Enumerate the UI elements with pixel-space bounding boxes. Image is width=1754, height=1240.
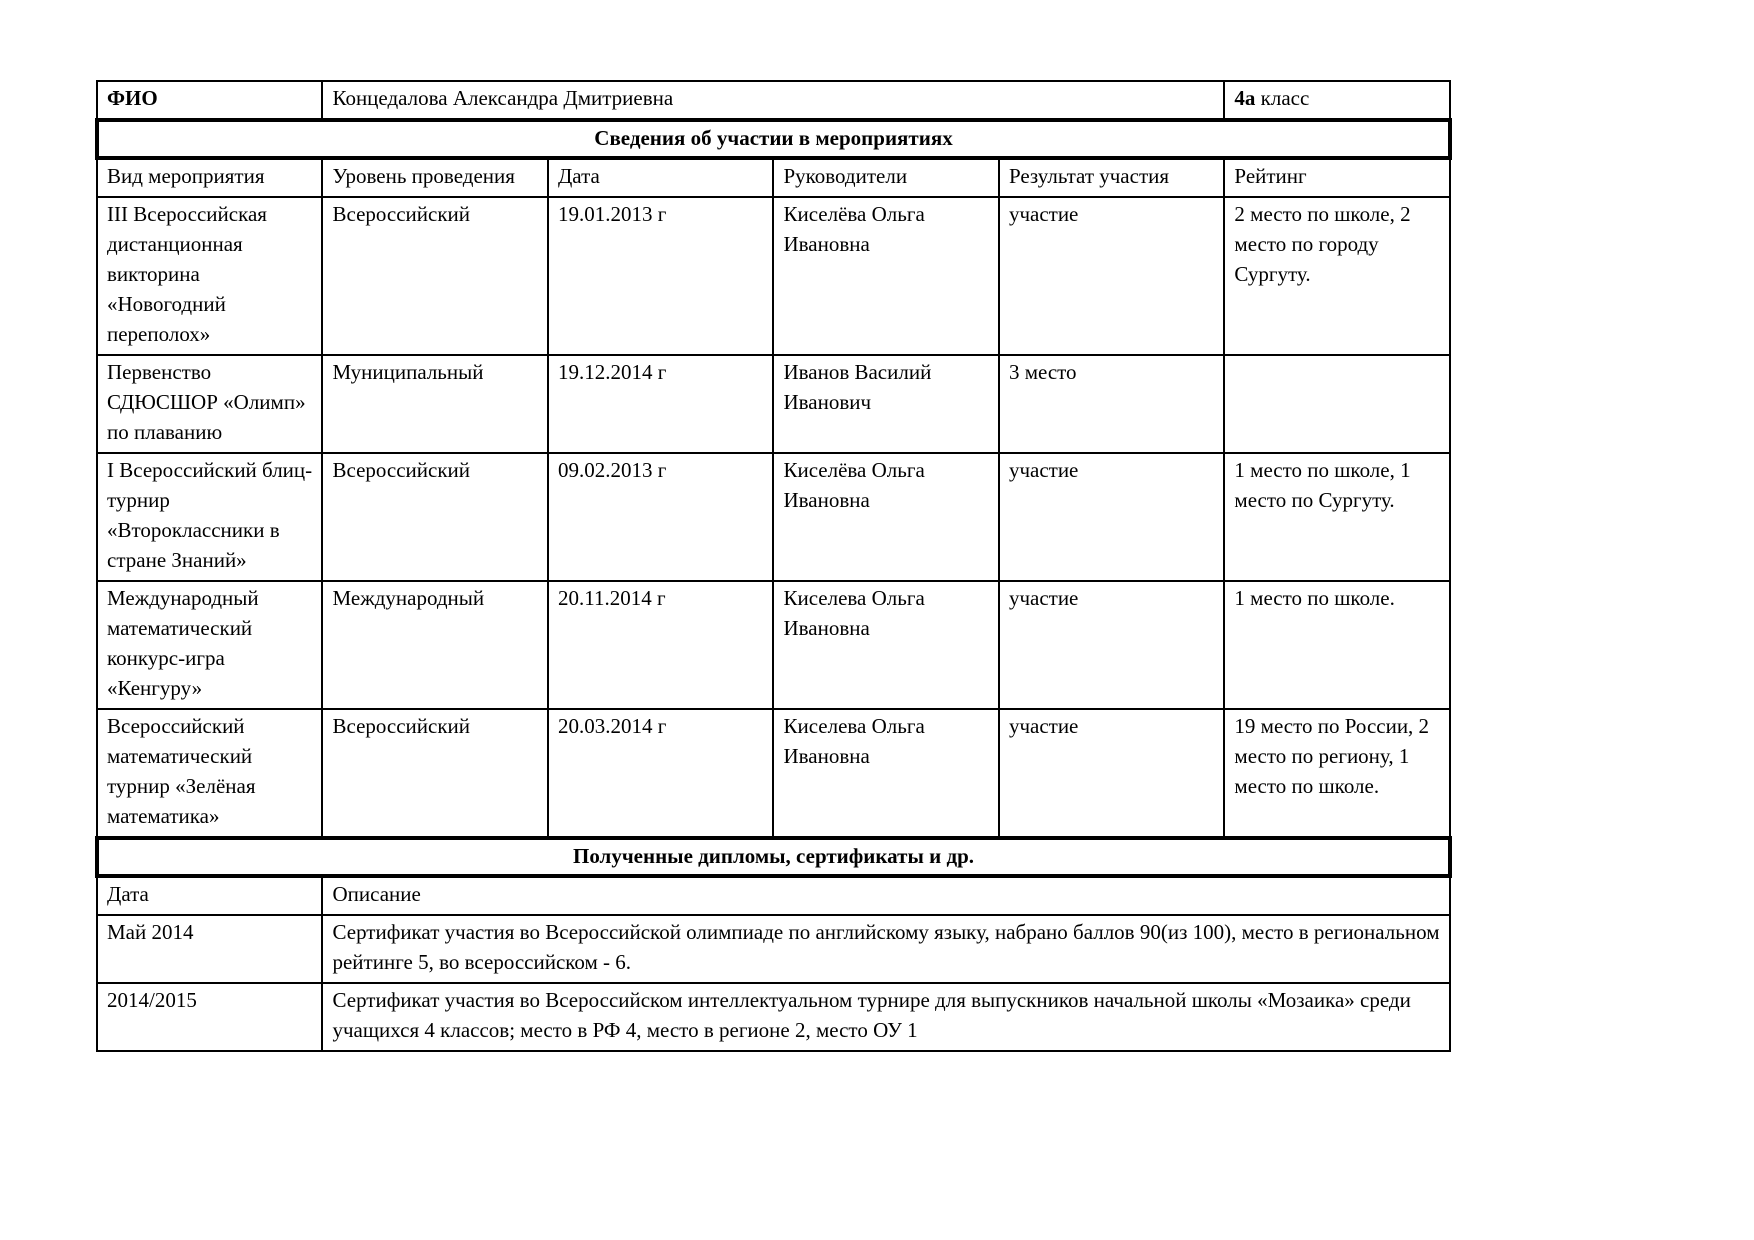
cell-level: Всероссийский [322,453,547,581]
cell-result: участие [999,709,1224,838]
class-label: класс [1260,86,1310,110]
column-header-date: Дата [548,158,773,197]
cell-diploma-date: Май 2014 [97,915,322,983]
cell-level: Муниципальный [322,355,547,453]
column-header-result: Результат участия [999,158,1224,197]
cell-rating: 1 место по школе, 1 место по Сургуту. [1224,453,1450,581]
cell-diploma-date: 2014/2015 [97,983,322,1051]
portfolio-table [95,80,1452,1052]
diplomas-columns-row [97,876,1450,915]
cell-level: Всероссийский [322,197,547,355]
fio-value-cell: Концедалова Александра Дмитриевна [322,81,1224,120]
cell-rating: 19 место по России, 2 место по региону, 1 место по школе. [1224,709,1450,838]
class-number: 4а [1234,86,1256,110]
cell-description: Сертификат участия во Всероссийской олимпиаде по английскому языку, набрано баллов 90(из 100), место в региональном рейтинге 5, во всероссийском - 6. [322,915,1450,983]
cell-date: 19.12.2014 г [548,355,773,453]
cell-event-type: Международный математический конкурс-игра «Кенгуру» [97,581,322,709]
column-header-description: Описание [322,876,1450,915]
class-cell [1224,81,1450,120]
table-row [97,709,1450,838]
cell-result: 3 место [999,355,1224,453]
cell-level: Международный [322,581,547,709]
cell-rating [1224,355,1450,453]
events-section-band [97,120,1450,158]
cell-supervisors: Киселёва Ольга Ивановна [773,197,998,355]
cell-event-type: I Всероссийский блиц-турнир «Второклассники в стране Знаний» [97,453,322,581]
cell-event-type: Первенство СДЮСШОР «Олимп» по плаванию [97,355,322,453]
cell-rating: 1 место по школе. [1224,581,1450,709]
column-header-level: Уровень проведения [322,158,547,197]
student-header-row [97,81,1450,120]
table-row [97,915,1450,983]
events-columns-row [97,158,1450,197]
fio-label-cell: ФИО [97,81,322,120]
table-row [97,453,1450,581]
cell-date: 09.02.2013 г [548,453,773,581]
cell-supervisors: Киселёва Ольга Ивановна [773,453,998,581]
column-header-diploma-date: Дата [97,876,322,915]
cell-level: Всероссийский [322,709,547,838]
cell-description: Сертификат участия во Всероссийском интеллектуальном турнире для выпускников начальной школы «Мозаика» среди учащихся 4 классов; место в РФ 4, место в регионе 2, место ОУ 1 [322,983,1450,1051]
events-section-title: Сведения об участии в мероприятиях [97,120,1450,158]
column-header-supervisors: Руководители [773,158,998,197]
table-row [97,983,1450,1051]
cell-result: участие [999,453,1224,581]
cell-date: 20.03.2014 г [548,709,773,838]
cell-rating: 2 место по школе, 2 место по городу Сургуту. [1224,197,1450,355]
cell-result: участие [999,197,1224,355]
diplomas-section-title: Полученные дипломы, сертификаты и др. [97,838,1450,876]
table-row [97,197,1450,355]
cell-supervisors: Киселева Ольга Ивановна [773,581,998,709]
cell-date: 20.11.2014 г [548,581,773,709]
column-header-event-type: Вид мероприятия [97,158,322,197]
table-row [97,581,1450,709]
cell-result: участие [999,581,1224,709]
cell-event-type: Всероссийский математический турнир «Зелёная математика» [97,709,322,838]
cell-event-type: III Всероссийская дистанционная викторина «Новогодний переполох» [97,197,322,355]
column-header-rating: Рейтинг [1224,158,1450,197]
diplomas-section-band [97,838,1450,876]
cell-supervisors: Киселева Ольга Ивановна [773,709,998,838]
cell-date: 19.01.2013 г [548,197,773,355]
table-row [97,355,1450,453]
cell-supervisors: Иванов Василий Иванович [773,355,998,453]
